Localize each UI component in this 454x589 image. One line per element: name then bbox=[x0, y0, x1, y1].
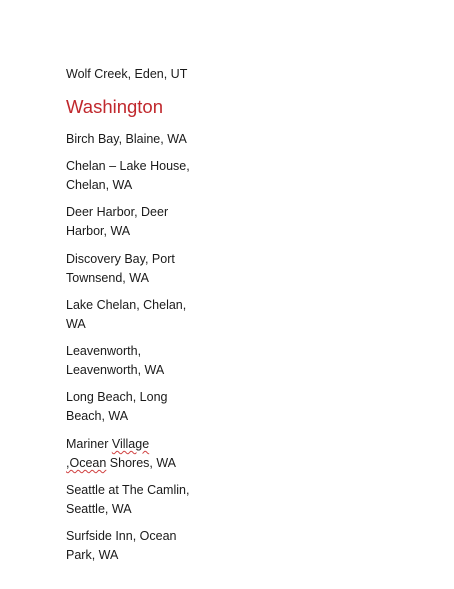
entry-deer-harbor bbox=[66, 203, 226, 241]
entry-line: Long Beach, Long bbox=[66, 390, 168, 404]
entry-chelan-lake-house bbox=[66, 157, 226, 195]
entry-line: Harbor, WA bbox=[66, 224, 131, 238]
entry-line: Leavenworth, WA bbox=[66, 363, 165, 377]
entry-line: Seattle, WA bbox=[66, 502, 132, 516]
spellcheck-flagged-word: Village bbox=[111, 437, 150, 451]
entry-line: Birch Bay, Blaine, WA bbox=[66, 132, 187, 146]
entry-line: Beach, WA bbox=[66, 409, 129, 423]
entry-line: Lake Chelan, Chelan, bbox=[66, 298, 187, 312]
entry-line: Chelan – Lake House, bbox=[66, 159, 190, 173]
entry-line: Chelan, WA bbox=[66, 178, 133, 192]
entry-seattle-camlin bbox=[66, 481, 226, 519]
entry-surfside-inn bbox=[66, 527, 226, 565]
entry-leavenworth bbox=[66, 342, 226, 380]
section-heading-washington: Washington bbox=[66, 96, 164, 117]
entry-line: Leavenworth, bbox=[66, 344, 142, 358]
entry-wolf-creek: Wolf Creek, Eden, UT bbox=[66, 67, 188, 81]
spellcheck-flagged-word: ,Ocean bbox=[66, 456, 107, 470]
entry-line: Townsend, WA bbox=[66, 271, 149, 285]
entry-mariner-village bbox=[66, 435, 226, 473]
entry-line: Seattle at The Camlin, bbox=[66, 483, 190, 497]
entry-birch-bay bbox=[66, 130, 226, 149]
entry-long-beach bbox=[66, 388, 226, 426]
entry-line: Mariner bbox=[66, 437, 112, 451]
entry-lake-chelan bbox=[66, 296, 226, 334]
entry-line: Surfside Inn, Ocean bbox=[66, 529, 177, 543]
entry-line: Park, WA bbox=[66, 548, 119, 562]
entry-line: Shores, WA bbox=[106, 456, 177, 470]
entry-discovery-bay bbox=[66, 250, 226, 288]
entry-line: Discovery Bay, Port bbox=[66, 252, 175, 266]
entry-line: WA bbox=[66, 317, 86, 331]
entry-line: Deer Harbor, Deer bbox=[66, 205, 169, 219]
